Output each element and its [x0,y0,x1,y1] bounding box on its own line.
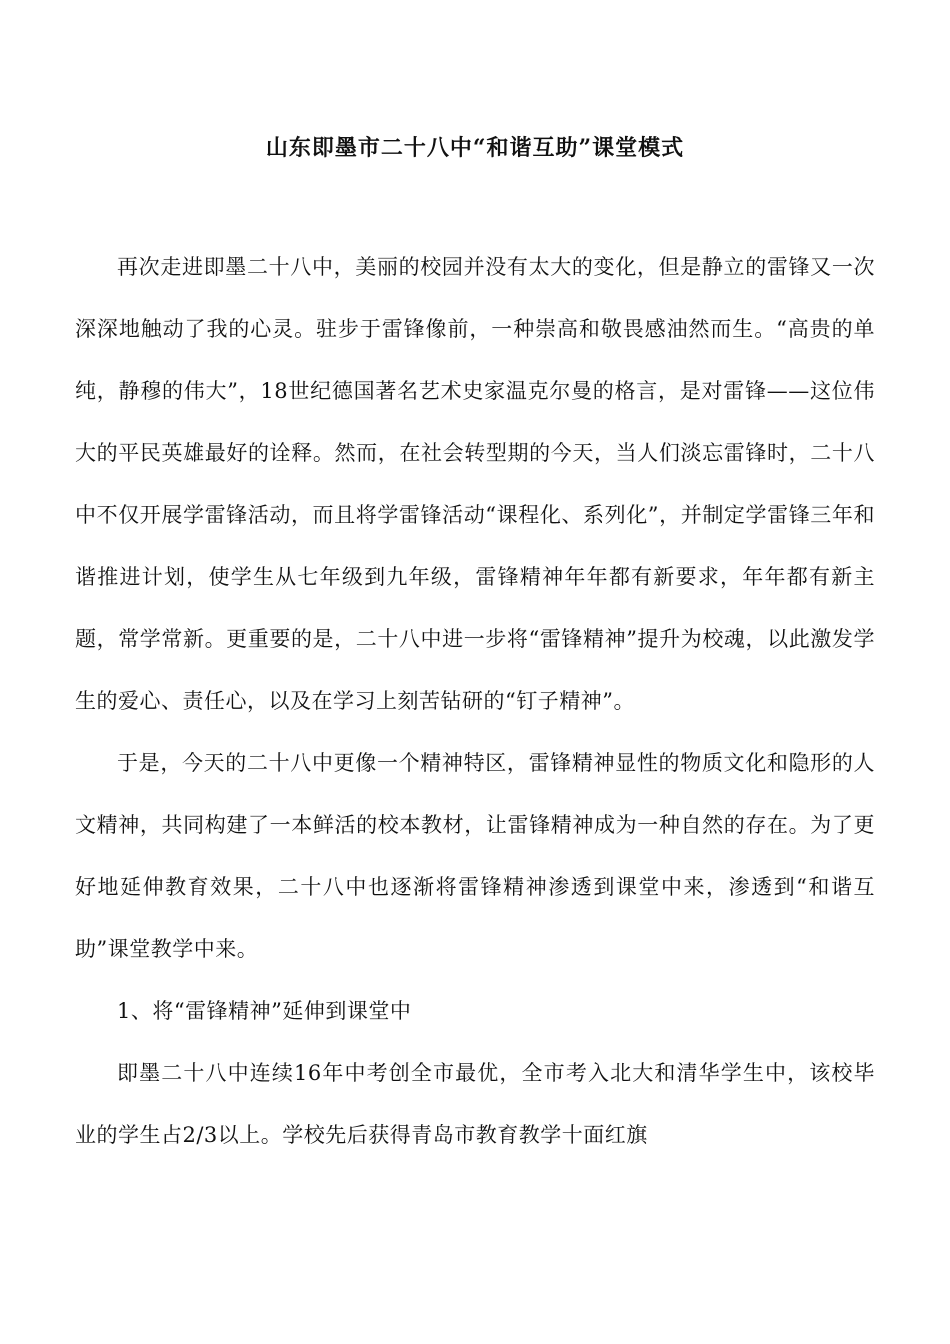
paragraph-2: 于是，今天的二十八中更像一个精神特区，雷锋精神显性的物质文化和隐形的人文精神，共同构建了一本鲜活的校本教材，让雷锋精神成为一种自然的存在。为了更好地延伸教育效果，二十八中也逐渐将雷锋精神渗透到课堂中来，渗透到“和谐互助”课堂教学中来。 [75,751,875,961]
paragraph-3: 即墨二十八中连续16年中考创全市最优，全市考入北大和清华学生中，该校毕业的学生占2/3以上。学校先后获得青岛市教育教学十面红旗 [75,1061,875,1147]
paragraph-1: 再次走进即墨二十八中，美丽的校园并没有太大的变化，但是静立的雷锋又一次深深地触动了我的心灵。驻步于雷锋像前，一种崇高和敬畏感油然而生。“高贵的单纯，静穆的伟大”，18世纪德国著名艺术史家温克尔曼的格言，是对雷锋——这位伟大的平民英雄最好的诠释。然而，在社会转型期的今天，当人们淡忘雷锋时，二十八中不仅开展学雷锋活动，而且将学雷锋活动“课程化、系列化”，并制定学雷锋三年和谐推进计划，使学生从七年级到九年级，雷锋精神年年都有新要求，年年都有新主题，常学常新。更重要的是，二十八中进一步将“雷锋精神”提升为校魂，以此激发学生的爱心、责任心，以及在学习上刻苦钻研的“钉子精神”。 [75,255,875,713]
section-heading: 1、将“雷锋精神”延伸到课堂中 [117,999,412,1023]
document-title: 山东即墨市二十八中“和谐互助”课堂模式 [265,135,685,161]
